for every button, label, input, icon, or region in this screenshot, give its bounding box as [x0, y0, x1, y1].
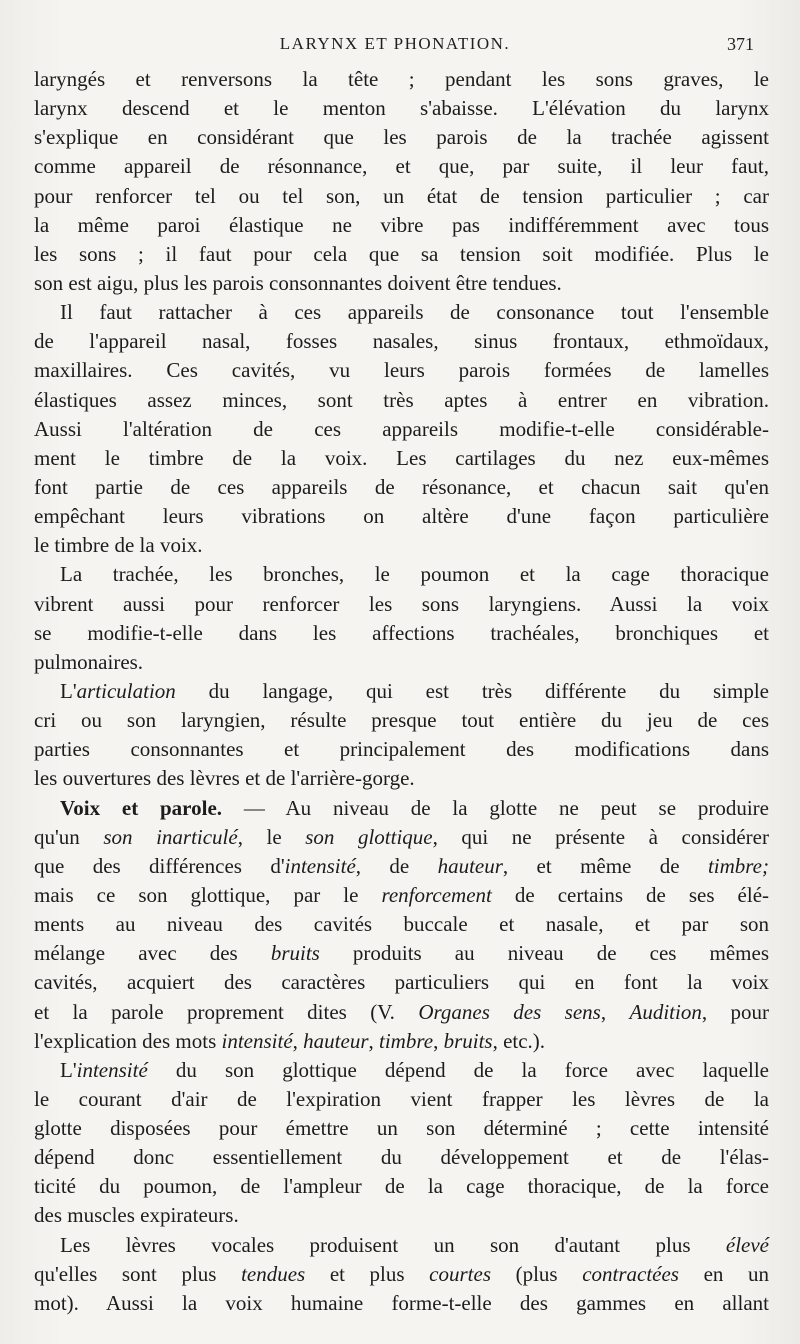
- text-line: [34, 648, 769, 677]
- text-run: le timbre de la voix.: [34, 533, 203, 558]
- italic-text: son glottique: [305, 824, 433, 849]
- text-run: pour renforcer tel ou tel son, un état de tension particulier ; car: [34, 183, 769, 208]
- text-run: parties consonnantes et principalement des modifications dans: [34, 737, 769, 762]
- text-line: [34, 619, 769, 648]
- text-run: ment le timbre de la voix. Les cartilages du nez eux-mêmes: [34, 445, 769, 470]
- text-run: de l'appareil nasal, fosses nasales, sinus frontaux, ethmoïdaux,: [34, 329, 769, 354]
- italic-text: hauteur: [437, 853, 503, 878]
- italic-text: hauteur: [303, 1028, 369, 1053]
- italic-text: renforcement: [381, 882, 492, 907]
- text-line: [34, 356, 769, 385]
- text-run: des muscles expirateurs.: [34, 1203, 239, 1228]
- text-line: [34, 881, 769, 910]
- italic-text: timbre: [379, 1028, 434, 1053]
- text-run: , et même de: [502, 853, 708, 878]
- text-run: élastiques assez minces, sont très aptes à entrer en vibration.: [34, 387, 769, 412]
- page-header: [34, 34, 756, 58]
- text-line: [34, 794, 769, 823]
- text-run: comme appareil de résonnance, et que, par suite, il leur faut,: [34, 154, 769, 179]
- text-run: maxillaires. Ces cavités, vu leurs parois formées de lamelles: [34, 358, 769, 383]
- text-run: les ouvertures des lèvres et de l'arrière-gorge.: [34, 766, 415, 791]
- italic-text: timbre;: [707, 853, 769, 878]
- text-run: , etc.).: [492, 1028, 546, 1053]
- text-line: [34, 677, 769, 706]
- text-line: [34, 502, 769, 531]
- text-run: ,: [368, 1028, 379, 1053]
- text-line: [34, 269, 769, 298]
- text-run: mot). Aussi la voix humaine forme-t-elle des gammes en allant: [34, 1290, 769, 1315]
- text-run: son est aigu, plus les parois consonnantes doivent être tendues.: [34, 270, 562, 295]
- text-line: [34, 852, 769, 881]
- text-run: , le: [237, 824, 306, 849]
- italic-text: son inarticulé: [103, 824, 238, 849]
- text-line: [34, 94, 769, 123]
- text-line: [34, 968, 769, 997]
- text-run: ,: [600, 999, 630, 1024]
- text-line: [34, 473, 769, 502]
- italic-text: bruits: [443, 1028, 493, 1053]
- text-run: cri ou son laryngien, résulte presque tout entière du jeu de ces: [34, 708, 769, 733]
- text-run: en un: [678, 1261, 769, 1286]
- text-run: glotte disposées pour émettre un son déterminé ; cette intensité: [34, 1116, 769, 1141]
- text-run: Il faut rattacher à ces appareils de consonance tout l'ensemble: [60, 300, 769, 325]
- text-run: mais ce son glottique, par le: [34, 882, 382, 907]
- text-line: [34, 1143, 769, 1172]
- text-line: [34, 1201, 769, 1230]
- text-run: se modifie-t-elle dans les affections trachéales, bronchiques et: [34, 620, 769, 645]
- text-line: [34, 706, 769, 735]
- text-run: que des différences d': [34, 853, 285, 878]
- italic-text: intensité: [76, 1057, 148, 1082]
- text-run: ments au niveau des cavités buccale et nasale, et par son: [34, 912, 769, 937]
- text-run: le courant d'air de l'expiration vient frapper les lèvres de la: [34, 1086, 769, 1111]
- text-line: [34, 1114, 769, 1143]
- text-run: (plus: [491, 1261, 583, 1286]
- text-run: Les lèvres vocales produisent un son d'autant plus: [60, 1232, 726, 1257]
- text-run: les sons ; il faut pour cela que sa tension soit modifiée. Plus le: [34, 241, 769, 266]
- italic-text: articulation: [76, 678, 176, 703]
- text-line: [34, 1085, 769, 1114]
- text-run: cavités, acquiert des caractères particuliers qui en font la voix: [34, 970, 769, 995]
- text-run: produits au niveau de ces mêmes: [319, 941, 770, 966]
- text-run: et la parole proprement dites (V.: [34, 999, 419, 1024]
- text-line: [34, 65, 769, 94]
- text-line: [34, 1260, 769, 1289]
- text-run: vibrent aussi pour renforcer les sons laryngiens. Aussi la voix: [34, 591, 769, 616]
- text-run: qu'elles sont plus: [34, 1261, 242, 1286]
- italic-text: contractées: [582, 1261, 679, 1286]
- text-line: [34, 1056, 769, 1085]
- text-run: ticité du poumon, de l'ampleur de la cage thoracique, de la force: [34, 1174, 769, 1199]
- text-run: pulmonaires.: [34, 649, 144, 674]
- text-run: La trachée, les bronches, le poumon et la cage thoracique: [60, 562, 769, 587]
- text-run: — Au niveau de la glotte ne peut se produire: [222, 795, 769, 820]
- body-text: [34, 65, 769, 1318]
- text-line: [34, 1172, 769, 1201]
- italic-text: tendues: [241, 1261, 306, 1286]
- bold-heading: Voix et parole.: [60, 795, 223, 820]
- text-run: ,: [292, 1028, 304, 1053]
- text-line: [34, 123, 769, 152]
- text-line: [34, 182, 769, 211]
- text-line: [34, 1231, 769, 1260]
- text-line: [34, 1289, 769, 1318]
- text-run: qu'un: [34, 824, 104, 849]
- text-line: [34, 415, 769, 444]
- text-line: [34, 531, 769, 560]
- text-run: L': [60, 1057, 77, 1082]
- text-line: [34, 998, 769, 1027]
- text-line: [34, 735, 769, 764]
- text-run: , de: [355, 853, 438, 878]
- text-run: la même paroi élastique ne vibre pas indifféremment avec tous: [34, 212, 769, 237]
- text-line: [34, 590, 769, 619]
- text-run: laryngés et renversons la tête ; pendant les sons graves, le: [34, 67, 769, 91]
- text-line: [34, 298, 769, 327]
- italic-text: intensité: [221, 1028, 293, 1053]
- text-run: l'explication des mots: [34, 1028, 222, 1053]
- text-line: [34, 939, 769, 968]
- text-line: [34, 327, 769, 356]
- text-run: empêchant leurs vibrations on altère d'une façon particulière: [34, 504, 769, 529]
- text-run: , pour: [701, 999, 770, 1024]
- text-run: du langage, qui est très différente du simple: [175, 678, 769, 703]
- text-run: font partie de ces appareils de résonance, et chacun sait qu'en: [34, 474, 769, 499]
- italic-text: Audition: [629, 999, 702, 1024]
- italic-text: courtes: [429, 1261, 491, 1286]
- text-run: de certains de ses élé-: [491, 882, 770, 907]
- text-run: mélange avec des: [34, 941, 271, 966]
- text-line: [34, 386, 769, 415]
- running-title: LARYNX ET PHONATION.: [279, 34, 511, 53]
- italic-text: bruits: [270, 941, 320, 966]
- text-line: [34, 152, 769, 181]
- text-run: larynx descend et le menton s'abaisse. L'élévation du larynx: [34, 96, 769, 121]
- text-run: L': [60, 678, 77, 703]
- text-line: [34, 211, 769, 240]
- italic-text: Organes des sens: [418, 999, 601, 1024]
- text-run: et plus: [305, 1261, 430, 1286]
- text-line: [34, 823, 769, 852]
- text-line: [34, 444, 769, 473]
- text-line: [34, 1027, 769, 1056]
- text-run: s'explique en considérant que les parois de la trachée agissent: [34, 125, 769, 150]
- text-run: dépend donc essentiellement du développement et de l'élas-: [34, 1145, 769, 1170]
- text-line: [34, 764, 769, 793]
- italic-text: élevé: [725, 1232, 769, 1257]
- italic-text: intensité: [284, 853, 356, 878]
- text-line: [34, 910, 769, 939]
- text-run: ,: [433, 1028, 444, 1053]
- text-line: [34, 240, 769, 269]
- text-run: du son glottique dépend de la force avec laquelle: [147, 1057, 769, 1082]
- text-line: [34, 560, 769, 589]
- text-run: Aussi l'altération de ces appareils modifie-t-elle considérable-: [34, 416, 769, 441]
- text-run: , qui ne présente à considérer: [432, 824, 769, 849]
- page-number: 371: [727, 34, 754, 54]
